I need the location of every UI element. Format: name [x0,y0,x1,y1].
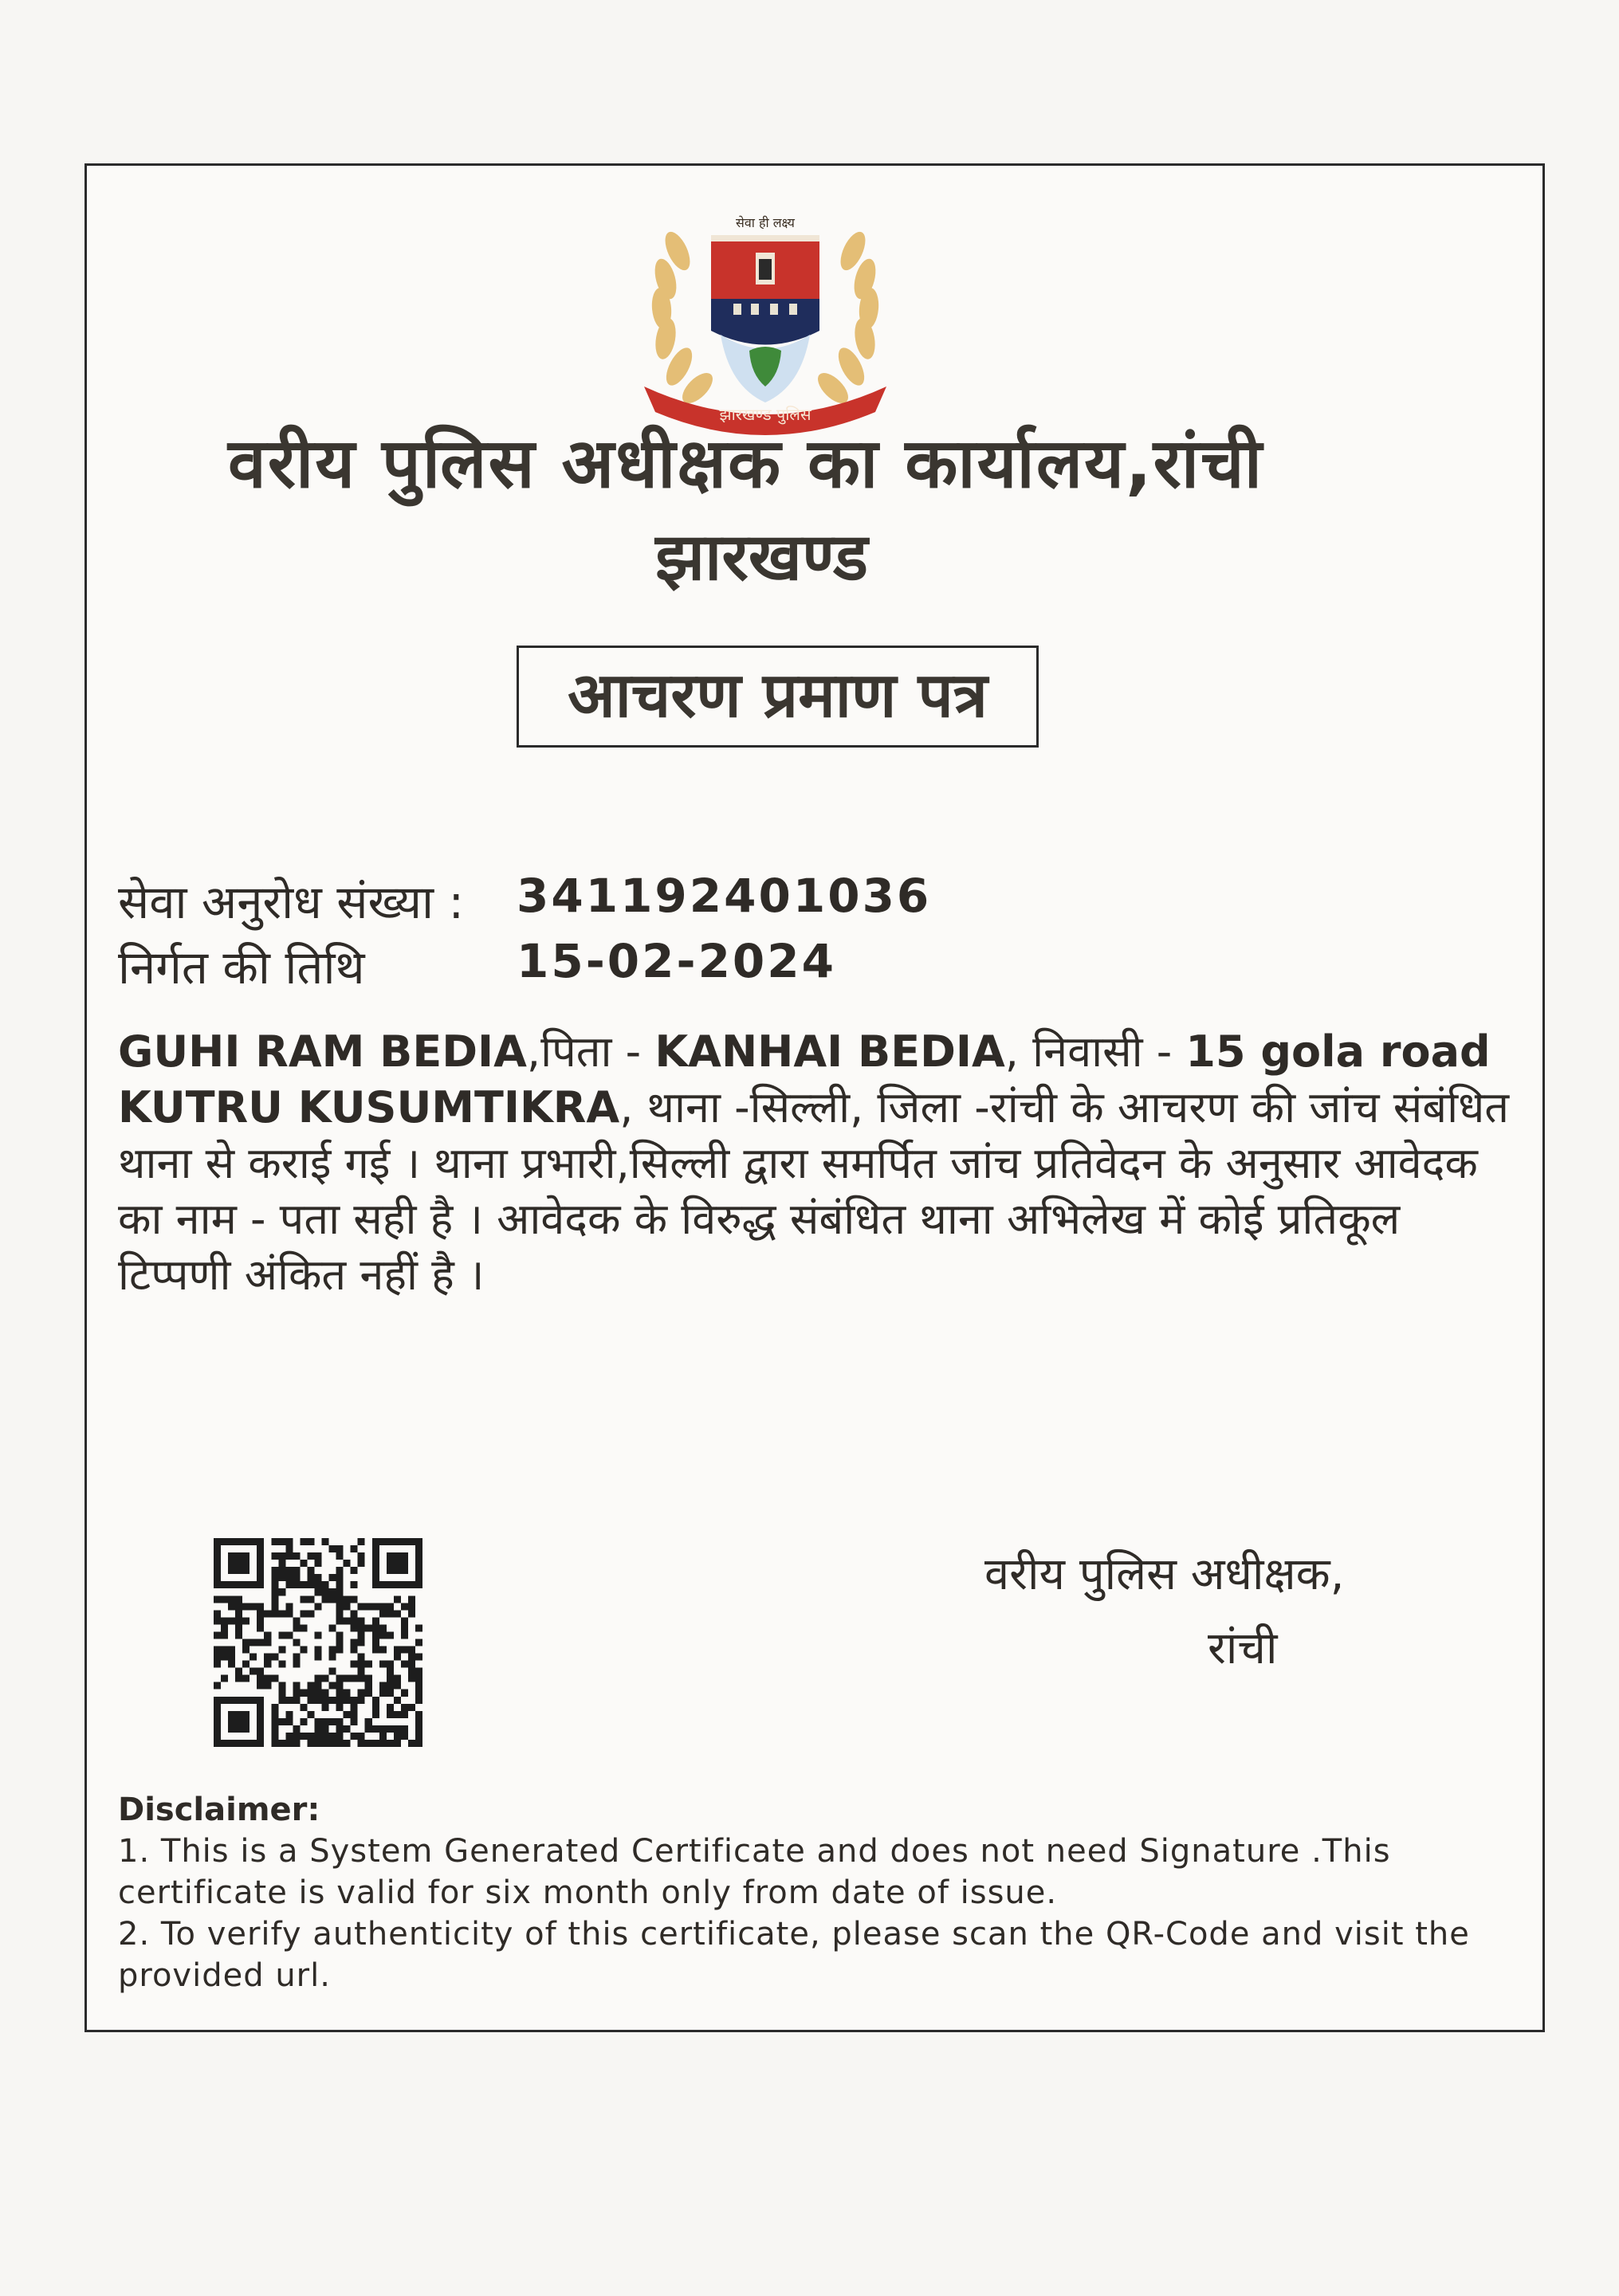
issue-date-value: 15-02-2024 [517,934,836,988]
applicant-name: GUHI RAM BEDIA [118,1026,527,1077]
wreath-right [813,228,881,408]
applicant-address: 15 gola road KUTRU KUSUMTIKRA [118,1026,1491,1132]
resident-label: , निवासी - [1004,1026,1186,1077]
request-number-value: 341192401036 [517,869,932,923]
police-emblem [622,203,909,442]
issue-date-label: निर्गत की तिथि [118,940,365,995]
emblem-motto: सेवा ही लक्ष्य [736,215,795,230]
request-number-label: सेवा अनुरोध संख्या : [118,875,465,929]
issue-date-row [118,934,1075,997]
father-name: KANHAI BEDIA [654,1026,1005,1077]
disclaimer [118,1789,1505,1996]
certificate-body [118,1024,1513,1303]
father-label: ,पिता - [526,1026,655,1077]
certificate-title: आचरण प्रमाण पत्र [517,646,1039,748]
office-state: झारखण्ड [655,520,868,595]
verification-qr-code[interactable] [214,1538,422,1747]
disclaimer-item-2: 2. To verify authenticity of this certificate, please scan the QR-Code and visit the provided url. [118,1916,1470,1994]
wreath-left [650,228,718,408]
body-statement: , थाना -सिल्ली, जिला -रांची के आचरण की जांच संबंधित थाना से कराई गई । थाना प्रभारी,सिल्ली द्वारा समर्पित जांच प्रतिवेदन के अनुसार आवेदक का नाम - पता सही है । आवेदक के विरुद्ध संबंधित थाना अभिलेख में कोई प्रतिकूल टिप्पणी अंकित नहीं है । [118,1082,1510,1300]
disclaimer-item-1: 1. This is a System Generated Certificate and does not need Signature .This certificate is valid for six month only from date of issue. [118,1833,1391,1911]
emblem-banner-text: झारखण्ड पुलिस [719,405,811,424]
signatory-location: रांची [1208,1623,1278,1674]
request-number-row [118,869,1075,932]
disclaimer-heading: Disclaimer: [118,1792,320,1828]
signatory-title: वरीय पुलिस अधीक्षक, [984,1548,1345,1600]
office-title: वरीय पुलिस अधीक्षक का कार्यालय,रांची [227,424,1264,504]
